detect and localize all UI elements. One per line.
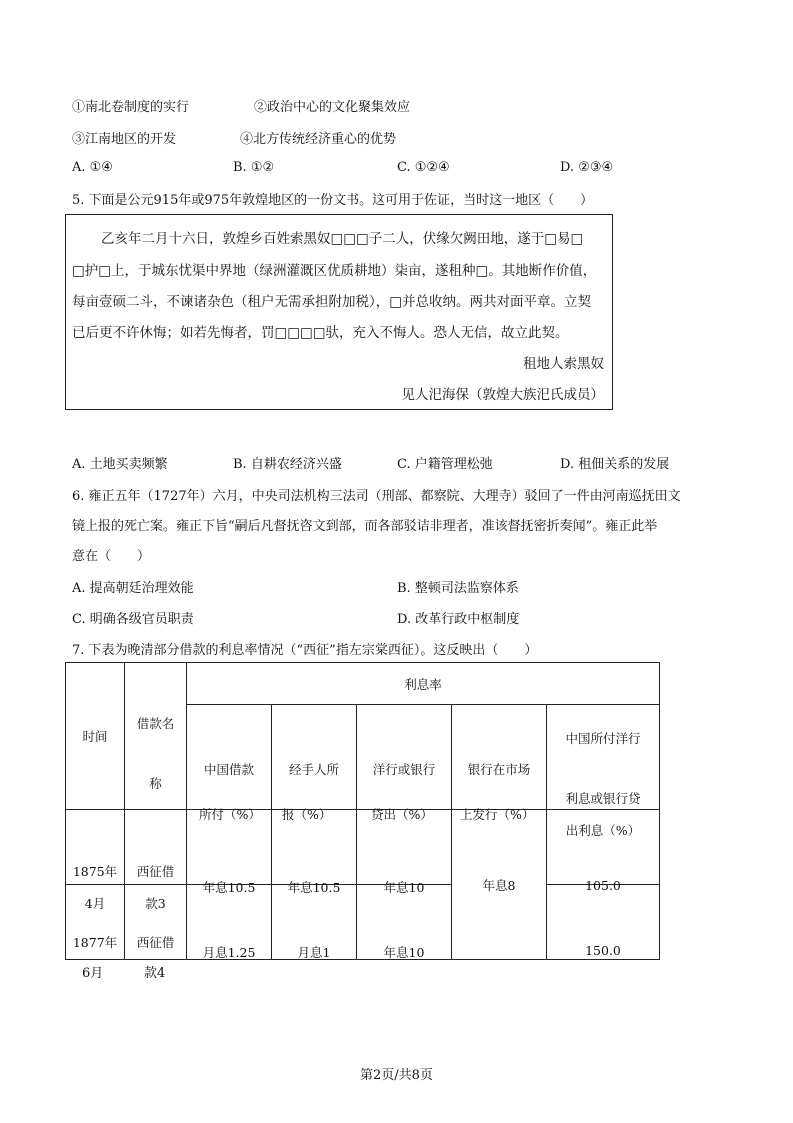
page-footer: 第2页/共8页	[360, 1068, 433, 1083]
q5-document-line: 乙亥年二月十六日，敦煌乡百姓索黑奴□□□子二人，伏缘欠阙田地，遂于□易□	[101, 231, 584, 247]
table-row-2-china-paid: 月息1.25	[187, 885, 272, 960]
q5-document-line: 已后更不许休悔；如若先悔者，罚□□□□驮，充入不悔人。恐人无信，故立此契。	[72, 325, 569, 341]
q4-option-4: ④北方传统经济重心的优势	[240, 132, 397, 147]
header-loan-name: 借款名 称	[125, 663, 187, 810]
table-row-1-name: 西征借 款3	[125, 810, 187, 885]
loan-interest-table	[65, 662, 660, 960]
q4-option-1: ①南北卷制度的实行	[72, 100, 190, 115]
table-row-2-name-suffix: 款4	[144, 966, 166, 981]
q4-option-2: ②政治中心的文化聚集效应	[254, 100, 411, 115]
header-time: 时间	[66, 663, 125, 810]
q6-stem-line: 镜上报的死亡案。雍正下旨“嗣后凡督抚咨文到部，而各部驳诘非理者，准该督抚密折奏闻”。雍正此举	[72, 519, 658, 534]
q6-choice-d[interactable]: D. 改革行政中枢制度	[397, 612, 520, 627]
table-row-2-final-rate: 150.0	[547, 885, 660, 960]
subheader-china-paid: 中国借款 所付（%）	[187, 705, 272, 810]
q5-choice-c[interactable]: C. 户籍管理松弛	[397, 457, 493, 472]
subheader-handler-reported: 经手人所 报（%）	[272, 705, 357, 810]
subheader-china-paid-firm: 中国所付洋行 利息或银行贷 出利息（%）	[547, 705, 660, 810]
table-merged-bank-issued: 年息8	[452, 810, 547, 960]
table-row-2-handler-reported: 月息1	[272, 885, 357, 960]
table-row-2-name: 西征借	[125, 885, 187, 960]
q6-stem-line: 意在（ ）	[72, 549, 151, 564]
table-row-1-final-rate: 105.0	[547, 810, 660, 885]
q6-choice-b[interactable]: B. 整顿司法监察体系	[397, 581, 519, 596]
q6-choice-a[interactable]: A. 提高朝廷治理效能	[72, 581, 194, 596]
q6-stem-line: 6. 雍正五年（1727年）六月，中央司法机构三法司（刑部、都察院、大理寺）驳回了一件由河南巡抚田文	[72, 489, 681, 504]
table-row-1-china-paid: 年息10.5	[187, 810, 272, 885]
q5-choice-b[interactable]: B. 自耕农经济兴盛	[233, 457, 342, 472]
q4-option-3: ③江南地区的开发	[72, 132, 177, 147]
subheader-firm-lent: 洋行或银行 贷出（%）	[357, 705, 452, 810]
table-row-1-time: 1875年 4月	[66, 810, 125, 885]
q5-choice-d[interactable]: D. 租佃关系的发展	[560, 457, 670, 472]
q7-stem: 7. 下表为晚清部分借款的利息率情况（“西征”指左宗棠西征）。这反映出（ ）	[72, 643, 538, 658]
table-row-2-firm-lent: 年息10	[357, 885, 452, 960]
table-row-2-time-month: 6月	[82, 966, 104, 981]
q4-choice-a[interactable]: A. ①④	[72, 160, 113, 175]
q6-choice-c[interactable]: C. 明确各级官员职责	[72, 612, 194, 627]
q5-choice-a[interactable]: A. 土地买卖频繁	[72, 457, 168, 472]
q5-document-line: □护□上，于城东忧渠中界地（绿洲灌溉区优质耕地）柒亩，遂租种□。其地断作价值，	[72, 263, 597, 279]
q5-stem: 5. 下面是公元915年或975年敦煌地区的一份文书。这可用于佐证，当时这一地区（ ）	[72, 193, 594, 208]
q4-choice-c[interactable]: C. ①②④	[397, 160, 450, 175]
table-row-1-firm-lent: 年息10	[357, 810, 452, 885]
q5-document-line: 每亩壹硕二斗，不谏诸杂色（租户无需承担附加税），□并总收纳。两共对面平章。立契	[72, 294, 592, 310]
q4-choice-d[interactable]: D. ②③④	[560, 160, 614, 175]
q5-signature-tenant: 租地人索黑奴	[523, 356, 604, 372]
subheader-bank-issued: 银行在市场 上发行（%）	[452, 705, 547, 810]
table-row-1-handler-reported: 年息10.5	[272, 810, 357, 885]
q5-document-box	[65, 214, 613, 410]
table-row-2-time: 1877年	[66, 885, 125, 960]
q5-signature-witness: 见人汜海保（敦煌大族汜氏成员）	[401, 387, 604, 403]
q4-choice-b[interactable]: B. ①②	[233, 160, 275, 175]
header-interest-rate: 利息率	[187, 663, 660, 705]
